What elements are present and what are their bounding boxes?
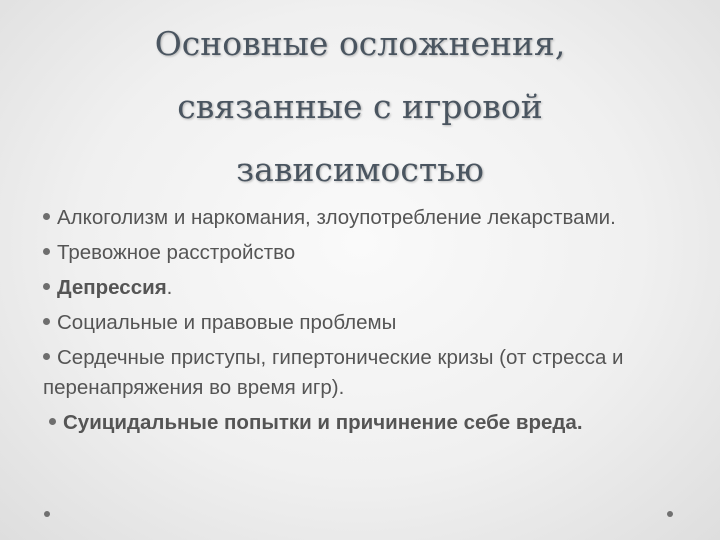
list-item-text: Алкоголизм и наркомания, злоупотребление лекарствами. bbox=[57, 206, 616, 229]
bullet-icon bbox=[43, 248, 50, 255]
list-item-text: Сердечные приступы, гипертонические кризы (от стресса и перенапряжения во время игр). bbox=[43, 346, 624, 399]
list-item-text: Депрессия bbox=[57, 276, 167, 299]
list-item bbox=[43, 343, 683, 403]
slide-title bbox=[40, 12, 680, 201]
bullet-icon bbox=[49, 418, 56, 425]
title-line: связанные с игровой bbox=[177, 87, 543, 126]
list-item bbox=[43, 408, 683, 438]
bullet-list bbox=[43, 203, 683, 443]
title-line: зависимостью bbox=[236, 150, 484, 189]
list-item-text: Социальные и правовые проблемы bbox=[57, 311, 397, 334]
bullet-icon bbox=[43, 213, 50, 220]
list-item bbox=[43, 308, 683, 338]
empty-bullet-icon bbox=[44, 511, 50, 517]
list-item-text: Тревожное расстройство bbox=[57, 241, 296, 264]
bullet-icon bbox=[43, 283, 50, 290]
list-item bbox=[43, 238, 683, 268]
list-item bbox=[43, 203, 683, 233]
list-item-text: Суицидальные попытки и причинение себе вреда. bbox=[63, 411, 583, 434]
bullet-icon bbox=[43, 318, 50, 325]
title-line: Основные осложнения, bbox=[154, 24, 566, 63]
empty-bullet-icon bbox=[667, 511, 673, 517]
list-item-suffix: . bbox=[166, 276, 173, 299]
bullet-icon bbox=[43, 353, 50, 360]
list-item bbox=[43, 273, 683, 303]
